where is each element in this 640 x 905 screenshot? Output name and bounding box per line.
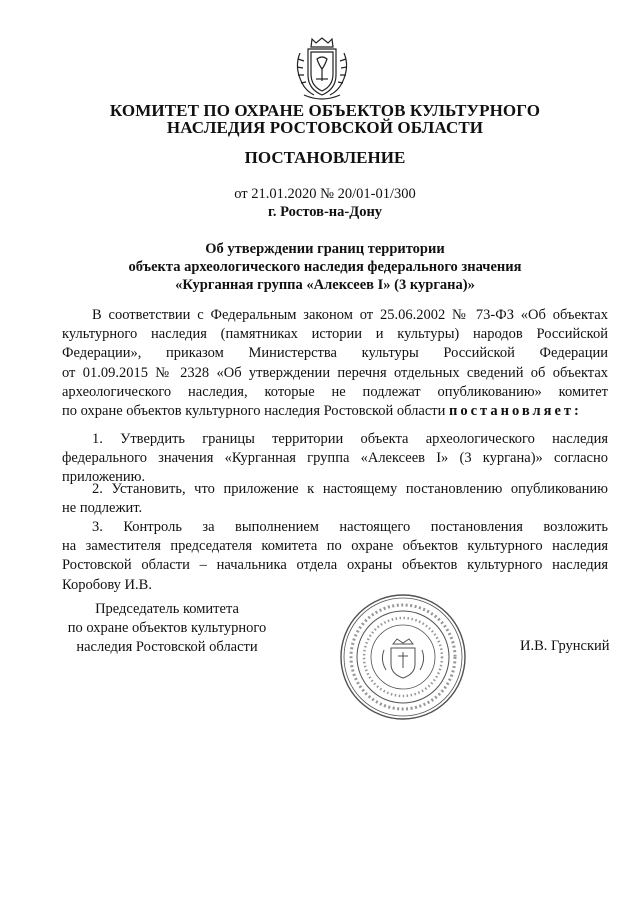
preamble-line: по охране объектов культурного наследия Ростовской области постановляет: xyxy=(62,403,582,420)
preamble-paragraph xyxy=(62,306,608,421)
item-line: 1. Утвердить границы территории объекта археологического наследия xyxy=(92,431,608,447)
item-2 xyxy=(62,480,608,518)
subject-line1: Об утверждении границ территории xyxy=(205,241,445,257)
document-type: ПОСТАНОВЛЕНИЕ xyxy=(244,148,406,167)
official-seal-stamp xyxy=(338,592,468,722)
position-line: наследия Ростовской области xyxy=(76,639,258,655)
item-line: 2. Установить, что приложение к настоящему постановлению опубликованию xyxy=(92,481,608,497)
position-line: по охране объектов культурного xyxy=(67,620,267,636)
date-number: от 21.01.2020 № 20/01-01/300 xyxy=(234,186,416,202)
subject-line2: объекта археологического наследия федерального значения xyxy=(128,259,522,275)
signatory-position xyxy=(62,600,272,657)
preamble-line: В соответствии с Федеральным законом от 25.06.2002 № 73-ФЗ «Об объектах xyxy=(92,307,608,323)
item-line: Ростовской области – начальника отдела охраны объектов культурного наследия xyxy=(62,557,608,574)
subject-line3: «Курганная группа «Алексеев I» (3 кургана)» xyxy=(175,277,475,293)
item-line: не подлежит. xyxy=(62,500,143,517)
item-3 xyxy=(62,518,608,595)
preamble-line: Федерации», приказом Министерства культуры Российской Федерации xyxy=(62,345,608,362)
position-line: Председатель комитета xyxy=(95,601,239,617)
org-name-line2: НАСЛЕДИЯ РОСТОВСКОЙ ОБЛАСТИ xyxy=(166,118,484,137)
signatory-name: И.В. Грунский xyxy=(520,638,610,654)
org-name-line1: КОМИТЕТ ПО ОХРАНЕ ОБЪЕКТОВ КУЛЬТУРНОГО xyxy=(109,101,541,120)
item-line: приложению. xyxy=(62,469,146,486)
resolve-word: постановляет: xyxy=(449,403,582,420)
city: г. Ростов-на-Дону xyxy=(267,204,383,220)
item-line: 3. Контроль за выполнением настоящего постановления возложить xyxy=(92,519,608,535)
item-line: федерального значения «Курганная группа «Алексеев I» (3 кургана)» согласно xyxy=(62,450,608,467)
item-line: Коробову И.В. xyxy=(62,576,152,593)
preamble-line: от 01.09.2015 № 2328 «Об утверждении перечня отдельных сведений об объектах xyxy=(62,364,608,381)
item-1 xyxy=(62,430,608,488)
preamble-line: культурного наследия (памятниках истории и культуры) народов Российской xyxy=(62,326,608,343)
preamble-line: археологического наследия, которые не подлежат опубликованию» комитет xyxy=(62,383,608,400)
coat-of-arms-emblem xyxy=(290,35,354,101)
item-line: на заместителя председателя комитета по охране объектов культурного наследия xyxy=(62,538,608,555)
